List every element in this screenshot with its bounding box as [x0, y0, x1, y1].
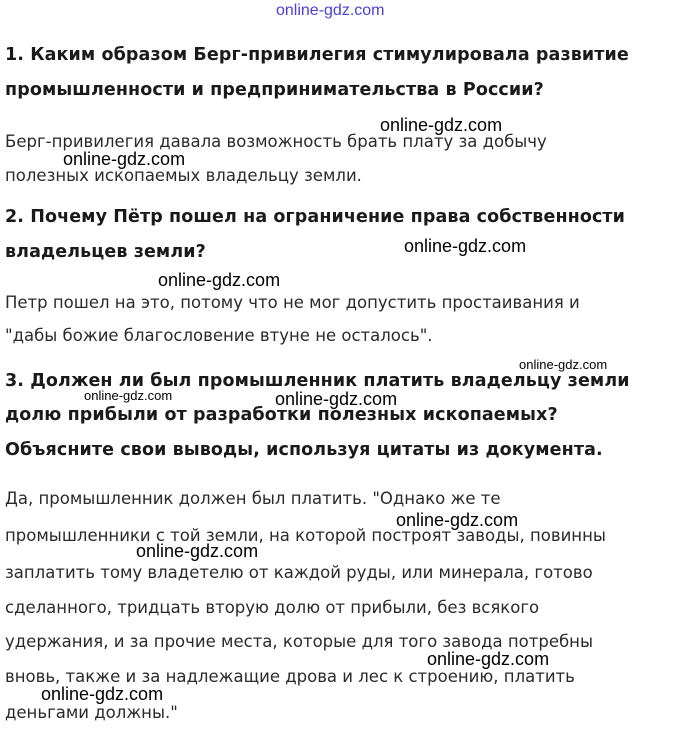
question-3-line-2: долю прибыли от разработки полезных ископаемых? [5, 405, 558, 425]
watermark: online-gdz.com [404, 236, 527, 256]
question-2-line-1: 2. Почему Пётр пошел на ограничение права собственности [5, 207, 626, 227]
watermark: online-gdz.com [63, 149, 186, 169]
answer-1-line-1: Берг-привилегия давала возможность брать плату за добычу [5, 132, 547, 151]
question-1-line-2: промышленности и предпринимательства в России? [5, 80, 544, 100]
watermark: online-gdz.com [275, 389, 398, 409]
answer-2-line-2: "дабы божие благословение втуне не осталось". [5, 326, 433, 345]
question-1-line-1: 1. Каким образом Берг-привилегия стимулировала развитие [5, 45, 629, 65]
watermark: online-gdz.com [158, 270, 281, 290]
watermark: online-gdz.com [519, 357, 608, 372]
answer-3-line-1: Да, промышленник должен был платить. "Однако же те [5, 489, 501, 508]
watermark: online-gdz.com [380, 115, 503, 135]
answer-3-line-7: деньгами должны." [5, 703, 178, 722]
watermark: online-gdz.com [84, 388, 173, 403]
answer-3-line-5: удержания, и за прочие места, которые для того завода потребны [5, 632, 593, 651]
watermark: online-gdz.com [396, 510, 519, 530]
watermark: online-gdz.com [276, 2, 385, 19]
answer-3-line-4: сделанного, тридцать вторую долю от прибыли, без всякого [5, 598, 540, 617]
answer-3-line-2: промышленники с той земли, на которой построят заводы, повинны [5, 526, 606, 545]
answer-1-line-2: полезных ископаемых владельцу земли. [5, 166, 362, 185]
watermark: online-gdz.com [136, 541, 259, 561]
question-2-line-2: владельцев земли? [5, 242, 206, 262]
answer-3-line-3: заплатить тому владетелю от каждой руды, или минерала, готово [5, 563, 593, 582]
watermark: online-gdz.com [427, 649, 550, 669]
question-3-line-1: 3. Должен ли был промышленник платить владельцу земли [5, 371, 630, 391]
question-3-line-3: Объясните свои выводы, используя цитаты из документа. [5, 440, 603, 460]
answer-2-line-1: Петр пошел на это, потому что не мог допустить простаивания и [5, 293, 580, 312]
watermark: online-gdz.com [41, 684, 164, 704]
answer-3-line-6: вновь, также и за надлежащие дрова и лес к строению, платить [5, 667, 575, 686]
